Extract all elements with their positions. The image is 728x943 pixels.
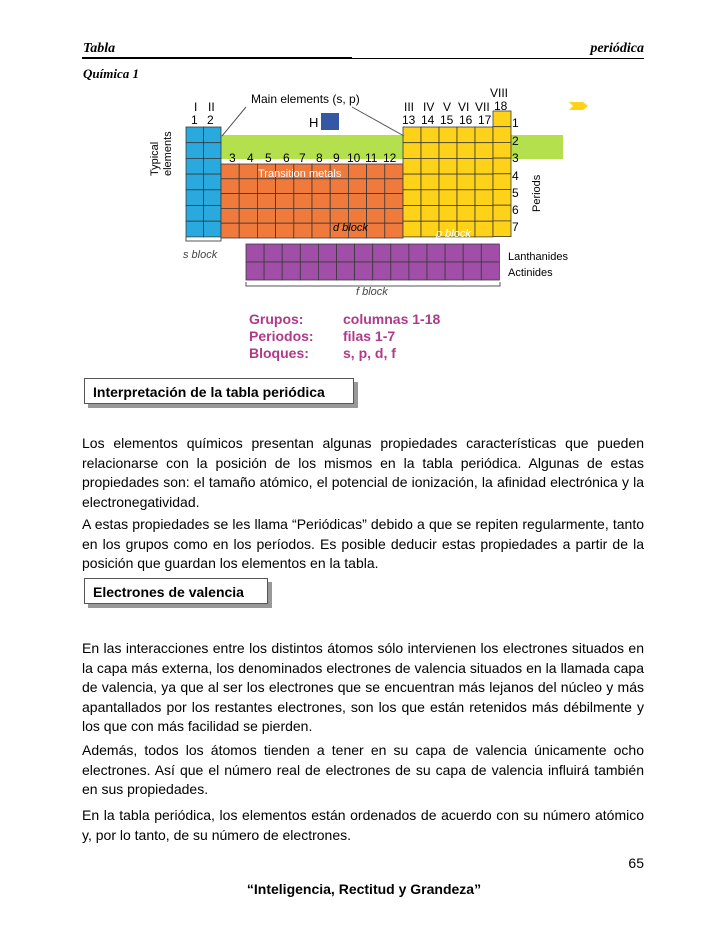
p-block-cell	[403, 127, 421, 143]
s-block-cell	[186, 190, 204, 206]
f-block-cell	[463, 244, 481, 262]
p-block-cell	[403, 190, 421, 206]
d-block-cell	[385, 223, 403, 238]
f-block-cell	[445, 262, 463, 280]
d-block-cell	[239, 208, 257, 223]
legend-value-3: s, p, d, f	[343, 345, 396, 361]
d-block-cell	[385, 194, 403, 209]
group-label-VI: VI	[458, 100, 470, 114]
period-6: 6	[512, 203, 519, 217]
d-block-cell	[367, 208, 385, 223]
f-block-cell	[282, 262, 300, 280]
p-block-cell	[403, 221, 421, 237]
footer-motto: “Inteligencia, Rectitud y Grandeza”	[246, 881, 482, 897]
p-block-cell	[475, 174, 493, 190]
p-block-cell	[475, 143, 493, 159]
f-block-cell	[264, 244, 282, 262]
p-block-cell	[457, 190, 475, 206]
group-label-8: 8	[316, 151, 323, 165]
group-label-11: 11	[365, 151, 378, 165]
f-block-cell	[409, 262, 427, 280]
f-block-cell	[391, 244, 409, 262]
f-block-cell	[355, 244, 373, 262]
d-block-cell	[294, 208, 312, 223]
p-block-cell	[457, 143, 475, 159]
d-block-cell	[294, 179, 312, 194]
group-label-III: III	[404, 100, 415, 114]
period-7: 7	[512, 220, 519, 234]
f-block-cell	[337, 262, 355, 280]
p-block-cell	[439, 190, 457, 206]
group-label-IV: IV	[423, 100, 435, 114]
p-block-cell	[439, 127, 457, 143]
d-block-cell	[312, 179, 330, 194]
f-block-cell	[481, 262, 499, 280]
p-block-cell	[403, 158, 421, 174]
f-block-cell	[300, 262, 318, 280]
group-label-1: 1	[191, 113, 198, 127]
p-block-cell	[439, 206, 457, 222]
p-block-cell	[457, 174, 475, 190]
s-block-cell	[186, 206, 204, 222]
d-block-cell	[385, 164, 403, 179]
d-block-cell	[385, 179, 403, 194]
f-block-cell	[246, 262, 264, 280]
p-block-label: p block	[436, 228, 471, 240]
group-label-I: I	[194, 100, 198, 114]
group-label-17: 17	[478, 113, 492, 127]
f-block-cell	[318, 262, 336, 280]
group-label-13: 13	[402, 113, 416, 127]
typical-label-2: elements	[162, 131, 174, 176]
d-block-label: d block	[333, 222, 368, 234]
d-block-cell	[221, 223, 239, 238]
d-block-cell	[367, 194, 385, 209]
typical-label-1: Typical	[149, 141, 161, 176]
p-block-cell	[493, 205, 511, 221]
header-subtitle: Química 1	[83, 66, 139, 81]
group-label-16: 16	[459, 113, 473, 127]
lanthanides-label: Lanthanides	[508, 251, 568, 263]
p-block-cell	[421, 143, 439, 159]
f-block-cell	[300, 244, 318, 262]
f-block-cell	[337, 244, 355, 262]
d-block-cell	[294, 223, 312, 238]
f-block-cell	[373, 244, 391, 262]
d-block-cell	[257, 223, 275, 238]
d-block-cell	[276, 223, 294, 238]
f-block-label: f block	[356, 286, 388, 298]
p-block-cell	[457, 158, 475, 174]
section-title-electrones: Electrones de valencia	[84, 578, 268, 604]
f-block-cell	[409, 244, 427, 262]
group-label-6: 6	[283, 151, 290, 165]
group-label-9: 9	[333, 151, 340, 165]
p-block-cell	[493, 142, 511, 158]
p-block-cell	[421, 206, 439, 222]
periods-label: Periods	[531, 174, 543, 212]
p-block-cell	[439, 174, 457, 190]
period-3: 3	[512, 151, 519, 165]
p-block-cell	[403, 206, 421, 222]
d-block-cell	[257, 179, 275, 194]
periodic-table-figure	[0, 0, 728, 370]
arrow-icon	[569, 102, 588, 110]
s-block-cell	[204, 221, 222, 237]
d-block-cell	[239, 194, 257, 209]
d-block-cell	[348, 179, 366, 194]
d-block-cell	[367, 223, 385, 238]
f-block-cell	[463, 262, 481, 280]
s-block-cell	[186, 221, 204, 237]
period-2: 2	[512, 134, 519, 148]
legend-key-3: Bloques:	[249, 345, 309, 361]
d-block-cell	[221, 208, 239, 223]
header-left: Tabla	[83, 41, 116, 56]
group-label-2: 2	[207, 113, 214, 127]
d-block-cell	[239, 179, 257, 194]
p-block-cell	[493, 221, 511, 237]
p-block-cell	[457, 127, 475, 143]
paragraph-5: En la tabla periódica, los elementos están ordenados de acuerdo con su número atómico y, por lo tanto, de su número de electrones.	[82, 807, 644, 843]
legend-value-2: filas 1-7	[343, 328, 396, 344]
p-block-cell	[457, 206, 475, 222]
f-block-cell	[427, 244, 445, 262]
s-block-cell	[204, 174, 222, 190]
d-block-cell	[294, 194, 312, 209]
legend-value-1: columnas 1-18	[343, 311, 441, 327]
f-block-cell	[391, 262, 409, 280]
pointer-line-right	[352, 107, 404, 136]
s-block-cell	[204, 206, 222, 222]
p-block-cell	[493, 174, 511, 190]
paragraph-2: A estas propiedades se les llama “Periódicas” debido a que se repiten regularmente, tanto en los grupos como en los períodos. Es posible deducir estas propiedades a partir de la posición que guardan los elementos en la tabla.	[82, 516, 644, 572]
p-block-cell	[403, 174, 421, 190]
s-block-cell	[186, 127, 204, 143]
p-block-cell	[475, 158, 493, 174]
s-block-cell	[204, 190, 222, 206]
d-block-cell	[312, 194, 330, 209]
group-label-V: V	[443, 100, 452, 114]
d-block-cell	[276, 194, 294, 209]
d-block-cell	[367, 164, 385, 179]
f-block-cell	[264, 262, 282, 280]
p-block-cell	[493, 190, 511, 206]
p-block-cell	[475, 127, 493, 143]
period-5: 5	[512, 186, 519, 200]
p-block-cell	[439, 158, 457, 174]
s-block-cell	[204, 158, 222, 174]
d-block-cell	[330, 194, 348, 209]
actinides-label: Actinides	[508, 267, 553, 279]
p-block-cell	[403, 143, 421, 159]
paragraph-4: Además, todos los átomos tienden a tener en su capa de valencia únicamente ocho electrones. Así que el número real de electrones de su capa de valencia influirá también en sus propiedades.	[82, 742, 644, 798]
d-block-cell	[330, 208, 348, 223]
group-label-14: 14	[421, 113, 435, 127]
f-block-cell	[355, 262, 373, 280]
p-block-cell	[493, 111, 511, 127]
f-block-cell	[318, 244, 336, 262]
p-block-cell	[475, 206, 493, 222]
group-label-15: 15	[440, 113, 454, 127]
group-label-5: 5	[265, 151, 272, 165]
group-label-4: 4	[247, 151, 254, 165]
p-block-cell	[475, 190, 493, 206]
d-block-cell	[312, 223, 330, 238]
group-label-VII: VII	[475, 100, 490, 114]
section-title-interpretacion: Interpretación de la tabla periódica	[84, 378, 354, 404]
f-block-cell	[246, 244, 264, 262]
d-block-cell	[348, 208, 366, 223]
p-block-cell	[421, 158, 439, 174]
d-block-cell	[221, 164, 239, 179]
d-block-cell	[367, 179, 385, 194]
p-block-cell	[493, 127, 511, 143]
period-1: 1	[512, 116, 519, 130]
d-block-cell	[348, 164, 366, 179]
s-block-bracket	[186, 237, 221, 241]
p-block-cell	[493, 158, 511, 174]
legend-key-1: Grupos:	[249, 311, 304, 327]
p-block-cell	[421, 174, 439, 190]
d-block-cell	[257, 208, 275, 223]
d-block-cell	[276, 179, 294, 194]
s-block-cell	[204, 127, 222, 143]
d-block-cell	[330, 179, 348, 194]
d-block-cell	[385, 208, 403, 223]
d-block-cell	[221, 179, 239, 194]
p-block-cell	[421, 190, 439, 206]
group-label-II: II	[208, 100, 215, 114]
f-block-cell	[282, 244, 300, 262]
f-block-cell	[445, 244, 463, 262]
s-block-cell	[186, 174, 204, 190]
page-number: 65	[628, 855, 644, 871]
p-block-cell	[475, 221, 493, 237]
s-block-cell	[186, 158, 204, 174]
d-block-cell	[239, 164, 257, 179]
p-block-cell	[421, 127, 439, 143]
group-label-VIII: VIII	[490, 86, 509, 100]
d-block-cell	[257, 194, 275, 209]
d-block-cell	[348, 194, 366, 209]
period-4: 4	[512, 169, 519, 183]
group-label-3: 3	[229, 151, 236, 165]
s-block-label: s block	[183, 249, 218, 261]
group-label-10: 10	[347, 151, 361, 165]
d-block-cell	[221, 194, 239, 209]
d-block-cell	[239, 223, 257, 238]
p-block-cell	[439, 143, 457, 159]
group-label-18: 18	[494, 99, 508, 113]
group-label-7: 7	[299, 151, 306, 165]
s-block-cell	[204, 143, 222, 159]
paragraph-1: Los elementos químicos presentan algunas propiedades características que pueden relacionarse con la posición de los mismos en la tabla periódica. Algunas de estas propiedades son: el tamaño atómico, el potencial de ionización, la afinidad electrónica y la electronegatividad.	[82, 435, 644, 510]
hydrogen-cell	[321, 113, 339, 130]
d-block-cell	[276, 208, 294, 223]
f-block-cell	[373, 262, 391, 280]
f-block-cell	[427, 262, 445, 280]
s-block-cell	[186, 143, 204, 159]
paragraph-3: En las interacciones entre los distintos átomos sólo intervienen los electrones situados en la capa más externa, los denominados electrones de valencia situados en la llamada capa de valencia, ya que al ser los electrones que se encuentran más lejanos del núcleo y más apantallados por los restantes electrones, son los que están retenidos más débilmente y los que con más facilidad se pierden.	[82, 640, 644, 735]
hydrogen-label: H	[309, 115, 319, 130]
legend-key-2: Periodos:	[249, 328, 314, 344]
pointer-line-left	[222, 107, 246, 136]
transition-metals-label: Transition metals	[258, 168, 342, 180]
header-right: periódica	[590, 41, 644, 56]
d-block-cell	[312, 208, 330, 223]
f-block-cell	[481, 244, 499, 262]
group-label-12: 12	[383, 151, 397, 165]
main-elements-label: Main elements (s, p)	[251, 92, 360, 106]
